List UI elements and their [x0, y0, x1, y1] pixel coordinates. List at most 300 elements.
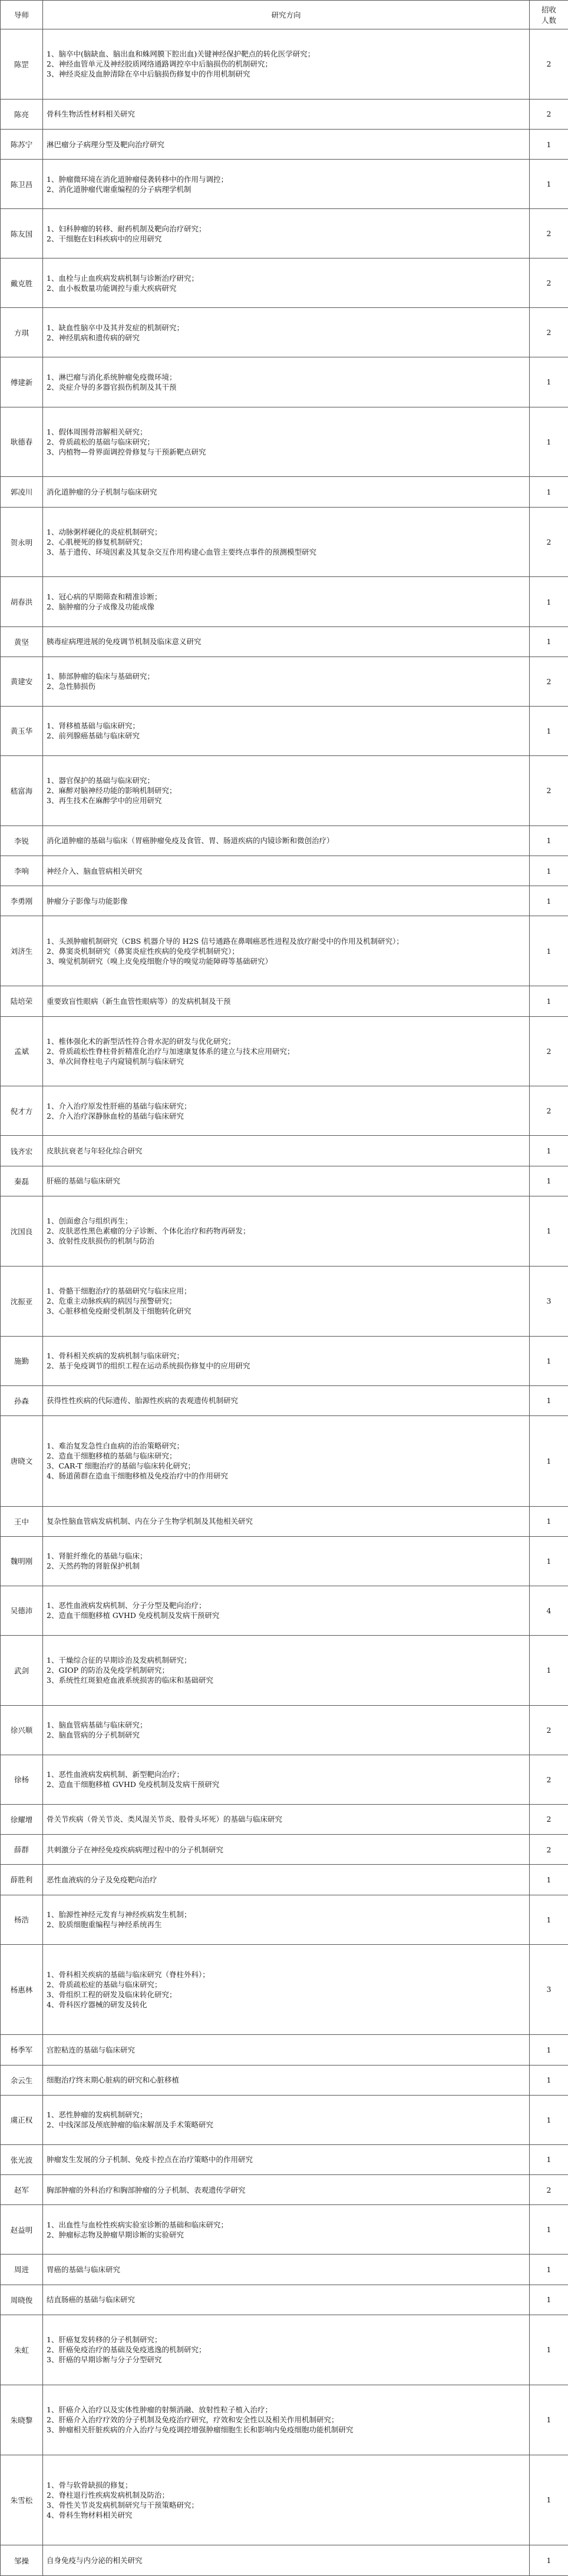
table-row [1, 308, 568, 357]
header-topic: 研究方向 [43, 1, 530, 29]
research-directions [43, 577, 530, 626]
mentor-name: 陈友国 [1, 209, 43, 258]
table-row [1, 2385, 568, 2455]
research-direction-item: 消化道肿瘤的分子机制与临床研究 [47, 487, 157, 496]
research-direction-item: 2、心肌梗死的修复机制研究； [47, 538, 147, 547]
quota-count: 2 [530, 1804, 568, 1834]
research-direction-item: 3、心脏移植免疫耐受机制及干细胞转化研究 [47, 1307, 191, 1316]
research-directions [43, 755, 530, 825]
table-row [1, 29, 568, 100]
table-row [1, 1415, 568, 1506]
mentor-name: 周晓俊 [1, 2285, 43, 2315]
research-direction-item: 2、急性肺损伤 [47, 682, 95, 691]
table-row [1, 1016, 568, 1086]
research-directions [43, 2065, 530, 2095]
research-direction-item: 胃癌的基础与临床研究 [47, 2265, 121, 2274]
table-row [1, 160, 568, 209]
research-direction-item: 1、妇科肿瘤的转移、耐药机制及靶向治疗研究； [47, 224, 206, 233]
research-direction-item: 1、胎源性神经元发育与神经疾病发生机制； [47, 1910, 191, 1919]
table-row [1, 1166, 568, 1196]
research-direction-item: 1、血栓与止血疾病发病机制与诊断治疗研究； [47, 273, 199, 283]
research-direction-item: 1、恶性血液病发病机制、新型靶向治疗； [47, 1770, 184, 1779]
quota-count: 1 [530, 2255, 568, 2285]
research-directions [43, 1635, 530, 1705]
research-direction-item: 3、肝癌的早期诊断与分子分型研究 [47, 2355, 162, 2365]
table-row [1, 99, 568, 129]
research-direction-item: 1、创面愈合与组织再生； [47, 1216, 133, 1226]
quota-count: 1 [530, 1385, 568, 1415]
table-row [1, 2545, 568, 2576]
research-direction-item: 1、脑血管病基础与临床研究； [47, 1720, 147, 1730]
table-row [1, 2065, 568, 2095]
research-directions [43, 986, 530, 1016]
table-row [1, 1336, 568, 1385]
mentor-name: 耿德春 [1, 407, 43, 477]
research-direction-item: 淋巴瘤分子病理分型及靶向治疗研究 [47, 140, 165, 149]
quota-count: 2 [530, 1705, 568, 1755]
table-row [1, 258, 568, 308]
research-direction-item: 1、冠心病的早期筛查和精准诊断； [47, 592, 162, 601]
table-row [1, 1136, 568, 1166]
research-directions [43, 626, 530, 657]
mentor-name: 虞正权 [1, 2095, 43, 2144]
quota-count: 4 [530, 1586, 568, 1635]
research-directions [43, 1086, 530, 1136]
quota-count: 1 [530, 1895, 568, 1944]
mentor-name: 李响 [1, 856, 43, 886]
quota-count: 2 [530, 1016, 568, 1086]
mentor-name: 徐耀增 [1, 1804, 43, 1834]
mentor-name: 赵军 [1, 2175, 43, 2205]
quota-count: 1 [530, 1635, 568, 1705]
mentor-name: 杨季军 [1, 2035, 43, 2065]
table-row [1, 577, 568, 626]
quota-count: 1 [530, 2455, 568, 2545]
mentor-name: 徐兴顺 [1, 1705, 43, 1755]
research-directions [43, 1895, 530, 1944]
table-row [1, 2315, 568, 2385]
mentor-name: 黄坚 [1, 626, 43, 657]
table-row [1, 916, 568, 986]
research-direction-item: 1、骨与软骨缺损的修复； [47, 2480, 133, 2489]
table-row [1, 2035, 568, 2065]
table-row [1, 1895, 568, 1944]
research-directions [43, 2315, 530, 2385]
mentor-name: 施勤 [1, 1336, 43, 1385]
research-direction-item: 2、麻醉对脑神经功能的影响机制研究； [47, 786, 177, 795]
research-direction-item: 3、放射性皮肤损伤的机制与防治 [47, 1236, 154, 1246]
research-directions [43, 1804, 530, 1834]
research-direction-item: 1、肺部肿瘤的临床与基础研究； [47, 672, 154, 681]
research-directions [43, 1336, 530, 1385]
research-direction-item: 胸部肿瘤的外科治疗和胸部肿瘤的分子机制、表观遗传学研究 [47, 2185, 246, 2194]
header-row [1, 1, 568, 29]
quota-count: 1 [530, 986, 568, 1016]
quota-count: 2 [530, 755, 568, 825]
table-row [1, 2205, 568, 2255]
research-directions [43, 1415, 530, 1506]
quota-count: 2 [530, 258, 568, 308]
mentor-name: 邹操 [1, 2545, 43, 2576]
mentor-name: 武剑 [1, 1635, 43, 1705]
research-directions [43, 258, 530, 308]
mentor-name: 方琪 [1, 308, 43, 357]
table-row [1, 1506, 568, 1536]
research-direction-item: 2、前列腺癌基础与临床研究 [47, 731, 140, 741]
research-direction-item: 1、骨骼干细胞治疗的基础研究与临床应用； [47, 1287, 191, 1296]
mentor-name: 秦磊 [1, 1166, 43, 1196]
research-direction-item: 1、椎体强化术的新型活性符合骨水泥的研发与优化研究； [47, 1036, 236, 1046]
research-directions [43, 1536, 530, 1586]
quota-count: 1 [530, 160, 568, 209]
research-directions [43, 825, 530, 856]
research-directions [43, 1266, 530, 1336]
research-directions [43, 507, 530, 577]
mentor-name: 李锐 [1, 825, 43, 856]
quota-count: 1 [530, 577, 568, 626]
research-direction-item: 2、神经肌病和遗传病的研究 [47, 333, 140, 342]
research-directions [43, 2385, 530, 2455]
research-directions [43, 1016, 530, 1086]
research-direction-item: 2、胶质细胞重编程与神经系统再生 [47, 1920, 162, 1929]
mentor-name: 沈国良 [1, 1196, 43, 1266]
research-direction-item: 2、基于免疫调节的组织工程在运动系统损伤修复中的应用研究 [47, 1361, 250, 1371]
table-row [1, 2285, 568, 2315]
quota-count: 2 [530, 657, 568, 706]
research-direction-item: 1、干燥综合征的早期诊治及发病机制研究； [47, 1656, 191, 1665]
research-direction-item: 3、基于遗传、环境因素及其复杂交互作用构建心血管主要终点事件的预测模型研究 [47, 548, 316, 557]
research-directions [43, 160, 530, 209]
research-direction-item: 3、骨组织工程的研发及临床转化研究； [47, 1990, 177, 1999]
mentor-name: 黄玉华 [1, 706, 43, 755]
mentor-name: 王中 [1, 1506, 43, 1536]
research-direction-item: 骨关节疾病（骨关节炎、类风湿关节炎、股骨头坏死）的基础与临床研究 [47, 1815, 283, 1824]
research-directions [43, 1705, 530, 1755]
research-direction-item: 2、天然药物的肾脏保护机制 [47, 1561, 140, 1571]
quota-count: 1 [530, 357, 568, 407]
mentor-name: 陈亮 [1, 99, 43, 129]
mentor-name: 杨惠林 [1, 1944, 43, 2035]
table-row [1, 706, 568, 755]
research-directions [43, 2175, 530, 2205]
table-row [1, 1385, 568, 1415]
research-direction-item: 3、单次间脊柱电子内窥镜机制与临床研究 [47, 1056, 184, 1066]
research-direction-item: 1、恶性肿瘤的发病机制研究； [47, 2110, 147, 2120]
table-row [1, 2175, 568, 2205]
research-direction-item: 2、脑血管病的分子机制研究 [47, 1730, 140, 1740]
research-direction-item: 神经介入、脑血管病相关研究 [47, 866, 143, 876]
research-direction-item: 2、脑肿瘤的分子成像及功能成像 [47, 602, 154, 611]
quota-count: 1 [530, 1196, 568, 1266]
research-directions [43, 209, 530, 258]
mentor-name: 陈苏宁 [1, 130, 43, 160]
research-directions [43, 1385, 530, 1415]
research-direction-item: 2、炎症介导的多器官损伤机制及其干预 [47, 382, 177, 392]
research-directions [43, 2455, 530, 2545]
quota-count: 2 [530, 99, 568, 129]
mentor-name: 钱齐宏 [1, 1136, 43, 1166]
research-directions [43, 2255, 530, 2285]
table-row [1, 1536, 568, 1586]
quota-count: 3 [530, 1944, 568, 2035]
quota-count: 1 [530, 916, 568, 986]
quota-count: 1 [530, 706, 568, 755]
mentor-name: 郭凌川 [1, 477, 43, 507]
research-direction-item: 胰毒症病理进展的免疫调节机制及临床意义研究 [47, 637, 202, 647]
research-directions [43, 2095, 530, 2144]
research-direction-item: 2、危重主动脉疾病的病因与预警研究； [47, 1297, 177, 1306]
quota-count: 1 [530, 2315, 568, 2385]
mentor-name: 杨浩 [1, 1895, 43, 1944]
mentor-name: 沈振亚 [1, 1266, 43, 1336]
mentor-name: 朱虹 [1, 2315, 43, 2385]
quota-count: 1 [530, 1166, 568, 1196]
table-row [1, 886, 568, 916]
table-row [1, 1266, 568, 1336]
research-directions [43, 657, 530, 706]
research-direction-item: 4、肠道菌群在造血干细胞移植及免疫治疗中的作用研究 [47, 1471, 228, 1481]
table-row [1, 755, 568, 825]
research-direction-item: 2、干细胞在妇科疾病中的应用研究 [47, 234, 162, 243]
research-direction-item: 3、CAR-T 细胞治疗的基础与临床转化研究； [47, 1461, 196, 1471]
research-directions [43, 29, 530, 100]
quota-count: 1 [530, 1415, 568, 1506]
mentor-name: 张光波 [1, 2144, 43, 2174]
research-directions [43, 1136, 530, 1166]
research-directions [43, 130, 530, 160]
table-row [1, 626, 568, 657]
research-direction-item: 2、骨质疏松的基础与临床研究； [47, 437, 154, 446]
table-row [1, 1804, 568, 1834]
table-row [1, 986, 568, 1016]
research-direction-item: 1、动脉粥样硬化的炎症机制研究； [47, 528, 162, 537]
research-direction-item: 3、神经炎症及血肿清除在卒中后脑损伤修复中的作用机制研究 [47, 69, 250, 79]
quota-count: 1 [530, 2144, 568, 2174]
table-row [1, 1705, 568, 1755]
table-row [1, 209, 568, 258]
research-direction-item: 1、肾移植基础与临床研究； [47, 721, 140, 731]
table-row [1, 1755, 568, 1804]
research-directions [43, 1835, 530, 1865]
research-direction-item: 2、中线深部及颅底肿瘤的临床解剖及手术策略研究 [47, 2120, 213, 2130]
mentor-name: 倪才方 [1, 1086, 43, 1136]
quota-count: 2 [530, 1835, 568, 1865]
quota-count: 1 [530, 2035, 568, 2065]
mentor-name: 朱晓黎 [1, 2385, 43, 2455]
table-row [1, 130, 568, 160]
quota-count: 2 [530, 1755, 568, 1804]
research-directions [43, 1506, 530, 1536]
research-direction-item: 2、造血干细胞移植 GVHD 免疫机制及发病干预研究 [47, 1611, 220, 1620]
mentor-name: 嵇富海 [1, 755, 43, 825]
mentor-name: 孙森 [1, 1385, 43, 1415]
research-direction-item: 4、骨科生物材料相关研究 [47, 2510, 133, 2519]
table-row [1, 657, 568, 706]
research-direction-item: 2、造血干细胞移植的基础与临床研究； [47, 1451, 177, 1461]
research-direction-item: 2、肝癌免疫治疗的基础及免疫逃逸的机制研究； [47, 2345, 206, 2355]
research-directions [43, 477, 530, 507]
research-direction-item: 2、鼻窦炎机制研究（鼻窦炎症性疾病的免疫学机制研究）； [47, 946, 239, 956]
quota-count: 2 [530, 29, 568, 100]
mentor-name: 赵益明 [1, 2205, 43, 2255]
quota-count: 1 [530, 626, 568, 657]
research-direction-item: 消化道肿瘤的基础与临床（胃癌肿瘤免疫及食管、胃、肠道疾病的内镜诊断和微创治疗） [47, 836, 334, 846]
table-row [1, 1835, 568, 1865]
research-direction-item: 3、再生技术在麻醉学中的应用研究 [47, 796, 162, 805]
quota-count: 1 [530, 2285, 568, 2315]
table-row [1, 2144, 568, 2174]
research-direction-item: 2、肿瘤标志物及肿瘤早期诊断的实验研究 [47, 2230, 184, 2239]
research-direction-item: 2、脊柱退行性疾病发病机制及防治； [47, 2490, 169, 2499]
research-direction-item: 2、皮肤恶性黑色素瘤的分子诊断、个体化治疗和药物再研发； [47, 1226, 250, 1236]
research-direction-item: 1、肾脏纤维化的基础与临床； [47, 1551, 147, 1561]
mentor-name: 傅建新 [1, 357, 43, 407]
mentor-name: 徐杨 [1, 1755, 43, 1804]
research-directions [43, 1586, 530, 1635]
mentor-name: 李勇刚 [1, 886, 43, 916]
research-directions [43, 407, 530, 477]
quota-count: 1 [530, 1136, 568, 1166]
table-row [1, 1196, 568, 1266]
mentor-name: 贺永明 [1, 507, 43, 577]
table-row [1, 1586, 568, 1635]
quota-count: 3 [530, 1266, 568, 1336]
research-direction-item: 1、恶性血液病发病机制、分子分型及靶向治疗； [47, 1601, 206, 1610]
research-direction-item: 2、神经血管单元及神经胶质网络通路调控卒中后脑损伤的机制研究； [47, 59, 272, 69]
research-direction-item: 肝癌的基础与临床研究 [47, 1176, 121, 1186]
mentor-name: 胡春洪 [1, 577, 43, 626]
research-direction-item: 1、头颈肿瘤机制研究（CBS 机器介导的 H2S 信号通路在鼻咽癌恶性进程及放疗耐受中的作用及机制研究）； [47, 936, 404, 946]
header-mentor: 导师 [1, 1, 43, 29]
research-direction-item: 2、骨质疏松性脊柱骨折精准化治疗与加速康复体系的建立与技术应用研究； [47, 1046, 295, 1056]
table-row [1, 357, 568, 407]
research-direction-item: 2、GIOP 的防治及免疫学机制研究； [47, 1666, 170, 1675]
research-directions [43, 2545, 530, 2576]
header-quota: 招收 人数 [530, 1, 568, 29]
mentor-name: 薛胜利 [1, 1865, 43, 1895]
quota-count: 1 [530, 2065, 568, 2095]
research-directions [43, 1755, 530, 1804]
quota-count: 1 [530, 1536, 568, 1586]
research-directions [43, 706, 530, 755]
table-row [1, 856, 568, 886]
quota-count: 1 [530, 1865, 568, 1895]
mentor-name: 唐晓文 [1, 1415, 43, 1506]
quota-count: 1 [530, 856, 568, 886]
mentor-name: 朱雪松 [1, 2455, 43, 2545]
research-direction-item: 1、肿瘤微环境在消化道肿瘤侵袭转移中的作用与调控； [47, 174, 228, 184]
research-direction-item: 3、嗅觉机制研究（嗅上皮免疫细胞介导的嗅觉功能障碍等基础研究） [47, 956, 272, 966]
research-direction-item: 获得性性疾病的代际遗传、胎源性疾病的表观遗传机制研究 [47, 1396, 239, 1405]
research-direction-item: 1、骨科相关疾病的基础与临床研究（脊柱外科）； [47, 1970, 210, 1979]
mentor-name: 薛群 [1, 1835, 43, 1865]
table-row [1, 1086, 568, 1136]
quota-count: 1 [530, 477, 568, 507]
mentor-name: 陈罡 [1, 29, 43, 100]
research-direction-item: 2、造血干细胞移植 GVHD 免疫机制及发病干预研究 [47, 1780, 220, 1789]
research-directions [43, 856, 530, 886]
table-row [1, 825, 568, 856]
mentor-name: 周进 [1, 2255, 43, 2285]
table-row [1, 407, 568, 477]
research-direction-item: 复杂性脑血管病发病机制、内在分子生物学机制及其他相关研究 [47, 1517, 253, 1526]
quota-count: 2 [530, 1086, 568, 1136]
research-directions [43, 1196, 530, 1266]
research-direction-item: 1、难治复发急性白血病的治治策略研究； [47, 1441, 184, 1451]
quota-count: 2 [530, 2175, 568, 2205]
research-direction-item: 3、系统性红斑狼疮血液系统损害的临床和基础研究 [47, 1676, 213, 1685]
quota-count: 1 [530, 2205, 568, 2255]
quota-count: 1 [530, 2545, 568, 2576]
quota-count: 1 [530, 2095, 568, 2144]
quota-count: 1 [530, 825, 568, 856]
table-row [1, 1635, 568, 1705]
mentor-name: 陈卫昌 [1, 160, 43, 209]
research-directions [43, 1865, 530, 1895]
research-directions [43, 886, 530, 916]
research-direction-item: 3、肿瘤相关肝脏疾病的介入治疗与免疫调控增强肿瘤细胞生长和影响内免疫细胞功能机制研究 [47, 2425, 354, 2435]
research-direction-item: 骨科生物活性材料相关研究 [47, 110, 136, 119]
research-direction-item: 重要致盲性眼病（新生血管性眼病等）的发病机制及干预 [47, 996, 231, 1006]
research-direction-item: 细胞治疗终末期心脏病的研究和心脏移植 [47, 2076, 180, 2085]
research-direction-item: 结直肠癌的基础与临床研究 [47, 2295, 136, 2305]
research-direction-item: 1、骨科相关疾病的发病机制与临床研究； [47, 1351, 184, 1361]
mentor-name: 黄建安 [1, 657, 43, 706]
table-row [1, 1944, 568, 2035]
table-row [1, 2255, 568, 2285]
table-row [1, 2095, 568, 2144]
research-direction-item: 皮肤抗衰老与年轻化综合研究 [47, 1146, 143, 1156]
research-direction-item: 2、肝癌介入治疗疗效的分子机制及免疫治疗研究，疗效和安全性以及相关作用机制研究； [47, 2415, 339, 2425]
research-direction-item: 1、介入治疗原发性肝癌的基础与临床研究； [47, 1101, 191, 1110]
table-row [1, 477, 568, 507]
research-direction-item: 共刺激分子在神经免疫疾病病理过程中的分子机制研究 [47, 1845, 224, 1854]
research-direction-item: 1、肝癌介入治疗以及实体性肿瘤的射频消融、放射性粒子植入治疗； [47, 2405, 272, 2415]
research-direction-item: 1、假体周围骨溶解相关研究； [47, 427, 147, 436]
table-row [1, 507, 568, 577]
mentor-name: 吴德沛 [1, 1586, 43, 1635]
research-direction-item: 2、骨质疏松症的基础与临床研究； [47, 1980, 162, 1989]
research-direction-item: 1、出血性与血栓性疾病实验室诊断的基础和临床研究； [47, 2220, 228, 2229]
research-direction-item: 自身免疫与内分泌的相关研究 [47, 2556, 143, 2565]
quota-count: 2 [530, 209, 568, 258]
quota-count: 1 [530, 407, 568, 477]
research-direction-item: 肿瘤分子影像与功能影像 [47, 896, 128, 906]
research-directions [43, 916, 530, 986]
quota-count: 2 [530, 507, 568, 577]
research-directions [43, 357, 530, 407]
research-direction-item: 3、骨性关节炎发病机制研究与干预策略研究； [47, 2500, 199, 2509]
research-direction-item: 恶性血液病的分子及免疫靶向治疗 [47, 1875, 157, 1884]
research-direction-item: 宫腔粘连的基础与临床研究 [47, 2045, 136, 2054]
quota-count: 1 [530, 2385, 568, 2455]
research-direction-item: 3、内植物—骨界面调控骨修复与干预新靶点研究 [47, 447, 206, 456]
quota-count: 1 [530, 1506, 568, 1536]
mentor-name: 余云生 [1, 2065, 43, 2095]
research-directions [43, 308, 530, 357]
research-direction-item: 1、脑卒中(脑缺血、脑出血和蛛网膜下腔出血)关键神经保护靶点的转化医学研究； [47, 49, 315, 59]
table-row [1, 1865, 568, 1895]
research-direction-item: 肿瘤发生发展的分子机制、免疫卡控点在治疗策略中的作用研究 [47, 2155, 253, 2164]
research-direction-item: 2、血小板数量功能调控与重大疾病研究 [47, 283, 177, 293]
table-row [1, 2455, 568, 2545]
research-directions [43, 1944, 530, 2035]
quota-count: 1 [530, 1336, 568, 1385]
research-directions [43, 2285, 530, 2315]
research-directions [43, 2144, 530, 2174]
research-directions [43, 2205, 530, 2255]
mentor-name: 戴克胜 [1, 258, 43, 308]
